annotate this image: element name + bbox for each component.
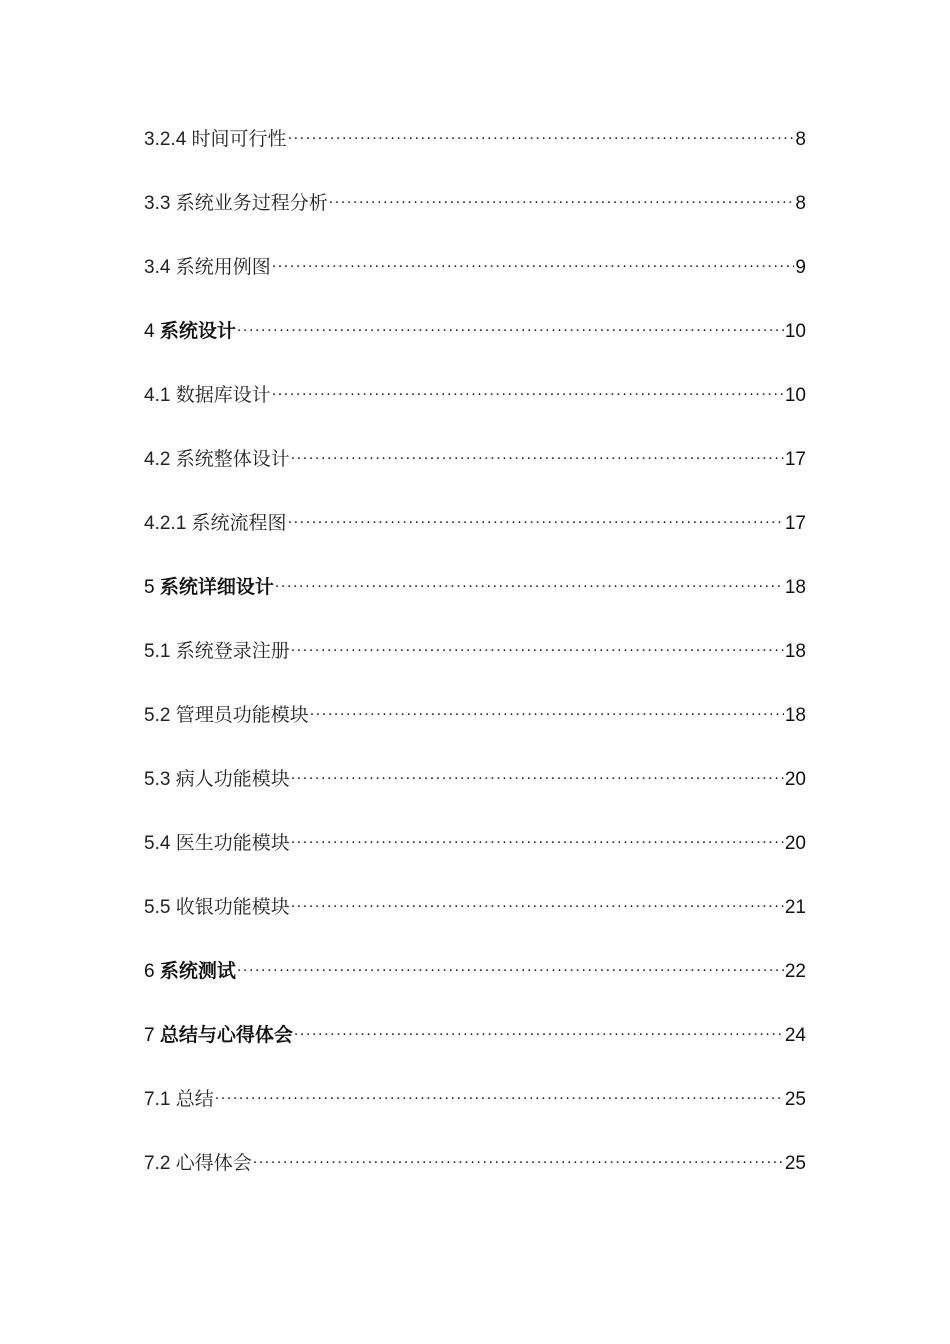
toc-entry-page: 24 bbox=[784, 1025, 806, 1046]
toc-entry-page: 22 bbox=[784, 961, 806, 982]
dot-leader bbox=[291, 766, 784, 785]
dot-leader bbox=[291, 638, 784, 657]
toc-entry-4[interactable] bbox=[144, 318, 806, 382]
toc-entry-page: 20 bbox=[784, 833, 806, 854]
toc-entry-3-4[interactable] bbox=[144, 254, 806, 318]
dot-leader bbox=[237, 958, 784, 977]
dot-leader bbox=[215, 1086, 784, 1105]
toc-entry-page: 20 bbox=[784, 769, 806, 790]
toc-entry-title: 3.2.4 时间可行性 bbox=[144, 129, 287, 150]
toc-entry-title: 5.5 收银功能模块 bbox=[144, 897, 290, 918]
toc-entry-page: 25 bbox=[784, 1089, 806, 1110]
toc-entry-title: 5 系统详细设计 bbox=[144, 577, 274, 598]
dot-leader bbox=[310, 702, 784, 721]
toc-entry-title: 3.3 系统业务过程分析 bbox=[144, 193, 328, 214]
toc-entry-title: 7.1 总结 bbox=[144, 1089, 214, 1110]
toc-entry-6[interactable] bbox=[144, 958, 806, 1022]
dot-leader bbox=[237, 318, 784, 337]
toc-entry-title: 4.2 系统整体设计 bbox=[144, 449, 290, 470]
toc-entry-title: 6 系统测试 bbox=[144, 961, 236, 982]
toc-entry-7-2[interactable] bbox=[144, 1150, 806, 1214]
toc-entry-page: 18 bbox=[784, 641, 806, 662]
toc-entry-page: 21 bbox=[784, 897, 806, 918]
toc-entry-page: 8 bbox=[795, 193, 806, 214]
toc-entry-page: 10 bbox=[784, 385, 806, 406]
toc-entry-5-4[interactable] bbox=[144, 830, 806, 894]
dot-leader bbox=[294, 1022, 784, 1041]
toc-entry-title: 4.2.1 系统流程图 bbox=[144, 513, 287, 534]
toc-entry-5[interactable] bbox=[144, 574, 806, 638]
dot-leader bbox=[272, 254, 795, 273]
toc-entry-title: 4.1 数据库设计 bbox=[144, 385, 271, 406]
toc-entry-page: 18 bbox=[784, 705, 806, 726]
table-of-contents bbox=[144, 126, 806, 1214]
toc-entry-title: 7 总结与心得体会 bbox=[144, 1025, 293, 1046]
toc-entry-page: 8 bbox=[795, 129, 806, 150]
toc-entry-4-2-1[interactable] bbox=[144, 510, 806, 574]
dot-leader bbox=[291, 894, 784, 913]
toc-entry-title: 5.3 病人功能模块 bbox=[144, 769, 290, 790]
toc-entry-3-3[interactable] bbox=[144, 190, 806, 254]
toc-entry-page: 17 bbox=[784, 449, 806, 470]
dot-leader bbox=[329, 190, 795, 209]
toc-entry-7-1[interactable] bbox=[144, 1086, 806, 1150]
toc-entry-title: 3.4 系统用例图 bbox=[144, 257, 271, 278]
dot-leader bbox=[291, 830, 784, 849]
dot-leader bbox=[272, 382, 784, 401]
toc-entry-title: 5.1 系统登录注册 bbox=[144, 641, 290, 662]
dot-leader bbox=[291, 446, 784, 465]
toc-entry-page: 18 bbox=[784, 577, 806, 598]
toc-entry-7[interactable] bbox=[144, 1022, 806, 1086]
toc-entry-4-1[interactable] bbox=[144, 382, 806, 446]
toc-entry-5-5[interactable] bbox=[144, 894, 806, 958]
dot-leader bbox=[275, 574, 784, 593]
dot-leader bbox=[288, 126, 795, 145]
toc-entry-5-1[interactable] bbox=[144, 638, 806, 702]
dot-leader bbox=[253, 1150, 784, 1169]
toc-entry-5-3[interactable] bbox=[144, 766, 806, 830]
toc-entry-3-2-4[interactable] bbox=[144, 126, 806, 190]
toc-entry-title: 7.2 心得体会 bbox=[144, 1153, 252, 1174]
toc-entry-page: 10 bbox=[784, 321, 806, 342]
toc-entry-title: 5.2 管理员功能模块 bbox=[144, 705, 309, 726]
toc-entry-page: 17 bbox=[784, 513, 806, 534]
toc-entry-title: 5.4 医生功能模块 bbox=[144, 833, 290, 854]
toc-entry-5-2[interactable] bbox=[144, 702, 806, 766]
toc-entry-4-2[interactable] bbox=[144, 446, 806, 510]
toc-entry-title: 4 系统设计 bbox=[144, 321, 236, 342]
toc-entry-page: 9 bbox=[795, 257, 806, 278]
toc-entry-page: 25 bbox=[784, 1153, 806, 1174]
dot-leader bbox=[288, 510, 784, 529]
